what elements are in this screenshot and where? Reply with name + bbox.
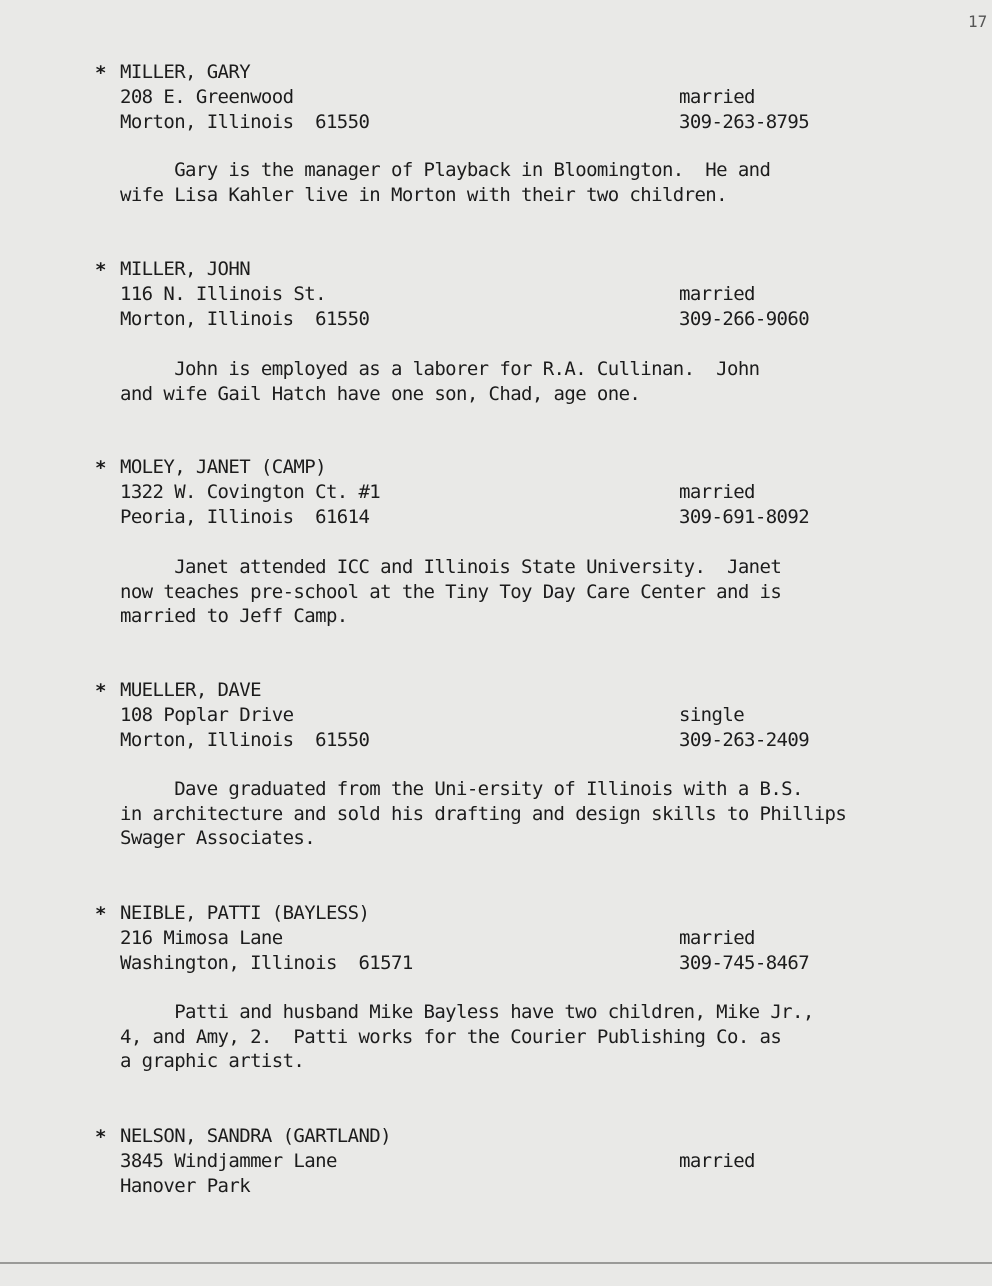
entry-bio <box>120 555 970 629</box>
asterisk-marker: * <box>95 680 107 702</box>
entry-bio <box>120 1000 970 1074</box>
bio-line: in architecture and sold his drafting and design skills to Phillips <box>120 802 847 825</box>
page-number: 17 <box>968 12 988 31</box>
entry-address-line2: Morton, Illinois 61550 <box>120 729 370 751</box>
asterisk-marker: * <box>95 1126 107 1148</box>
bio-line: married to Jeff Camp. <box>120 605 348 627</box>
entry-address-line1: 116 N. Illinois St. <box>120 283 326 305</box>
entry-marital-status: married <box>679 283 755 305</box>
entry-bio <box>120 158 970 207</box>
entry-address-line1: 108 Poplar Drive <box>120 704 294 726</box>
entry-bio <box>120 357 970 406</box>
entry-address-line1: 208 E. Greenwood <box>120 86 294 108</box>
entry-address-line2: Morton, Illinois 61550 <box>120 308 370 330</box>
bio-line: 4, and Amy, 2. Patti works for the Courier Publishing Co. as <box>120 1025 782 1048</box>
entry-address-line2: Hanover Park <box>120 1175 251 1197</box>
entry-address-line1: 1322 W. Covington Ct. #1 <box>120 481 381 503</box>
entry-phone: 309-691-8092 <box>679 506 810 528</box>
entry-marital-status: married <box>679 927 755 949</box>
entry-bio <box>120 777 970 851</box>
bio-line: wife Lisa Kahler live in Morton with their two children. <box>120 183 727 206</box>
bio-line: now teaches pre-school at the Tiny Toy Day Care Center and is <box>120 580 782 603</box>
bio-line: and wife Gail Hatch have one son, Chad, age one. <box>120 382 641 405</box>
entry-name: MILLER, GARY <box>120 61 251 83</box>
entry-address-line1: 3845 Windjammer Lane <box>120 1150 337 1172</box>
entry-address-line2: Peoria, Illinois 61614 <box>120 506 370 528</box>
bio-line: Patti and husband Mike Bayless have two children, Mike Jr., <box>120 1001 814 1023</box>
bio-line: Swager Associates. <box>120 827 316 849</box>
entry-marital-status: married <box>679 481 755 503</box>
entry-address-line2: Washington, Illinois 61571 <box>120 952 413 974</box>
entry-marital-status: single <box>679 704 745 726</box>
asterisk-marker: * <box>95 903 107 925</box>
bio-line: Gary is the manager of Playback in Bloomington. He and <box>120 159 771 181</box>
bio-line: John is employed as a laborer for R.A. Cullinan. John <box>120 358 760 380</box>
entry-marital-status: married <box>679 1150 755 1172</box>
entry-name: MUELLER, DAVE <box>120 679 261 701</box>
entry-phone: 309-263-2409 <box>679 729 810 751</box>
bio-line: a graphic artist. <box>120 1050 305 1072</box>
entry-name: MILLER, JOHN <box>120 258 251 280</box>
asterisk-marker: * <box>95 457 107 479</box>
bio-line: Dave graduated from the Uni-ersity of Illinois with a B.S. <box>120 778 803 800</box>
entry-marital-status: married <box>679 86 755 108</box>
entry-phone: 309-263-8795 <box>679 111 810 133</box>
bio-line: Janet attended ICC and Illinois State University. Janet <box>120 556 782 578</box>
entry-phone: 309-745-8467 <box>679 952 810 974</box>
entry-phone: 309-266-9060 <box>679 308 810 330</box>
entry-name: MOLEY, JANET (CAMP) <box>120 456 326 478</box>
entry-address-line2: Morton, Illinois 61550 <box>120 111 370 133</box>
page-bottom-edge <box>0 1262 992 1264</box>
asterisk-marker: * <box>95 259 107 281</box>
entry-name: NELSON, SANDRA (GARTLAND) <box>120 1125 391 1147</box>
asterisk-marker: * <box>95 62 107 84</box>
entry-address-line1: 216 Mimosa Lane <box>120 927 283 949</box>
entry-name: NEIBLE, PATTI (BAYLESS) <box>120 902 370 924</box>
